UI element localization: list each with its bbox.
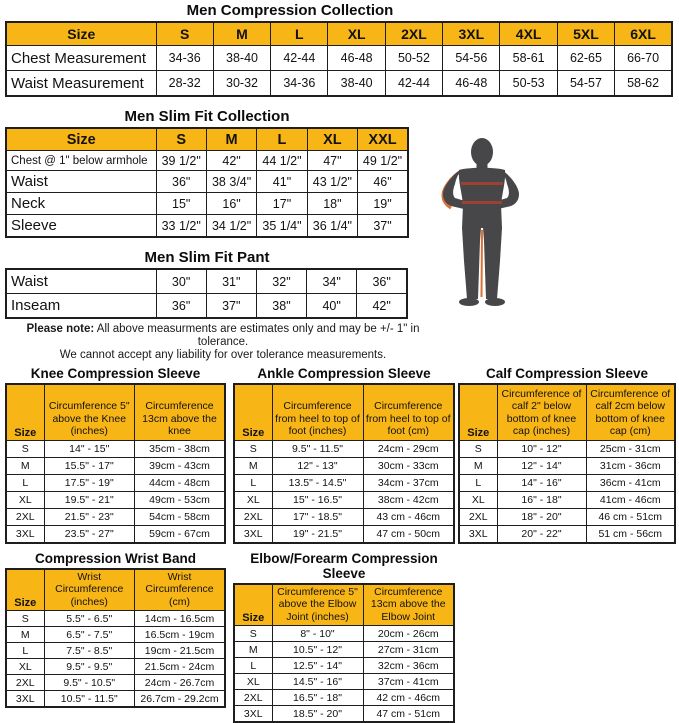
inches-cell: 10" - 12" [497, 440, 586, 457]
value-cell: 43 1/2" [307, 171, 357, 193]
tolerance-note [5, 323, 441, 362]
inches-cell: 21.5" - 23" [44, 508, 135, 525]
size-cell: 2XL [6, 675, 44, 691]
cm-cell: 20cm - 26cm [363, 626, 454, 642]
cm-cell: 16.5cm - 19cm [135, 627, 226, 643]
men-slim-fit-pant-body [6, 269, 407, 318]
inseam-measure-line [482, 230, 483, 297]
size-cell: XL [6, 659, 44, 675]
inches-cell: 17" - 18.5" [272, 508, 363, 525]
value-cell: 15" [156, 193, 206, 215]
table-row [6, 46, 672, 71]
knee-table [5, 383, 226, 544]
left-foot [459, 298, 479, 306]
men-slim-fit-title: Men Slim Fit Collection [5, 108, 409, 125]
table-row [459, 491, 675, 508]
inches-cell: 14" - 15" [44, 440, 135, 457]
cm-cell: 27cm - 31cm [363, 642, 454, 658]
value-cell: 54-56 [443, 46, 500, 71]
table-row [6, 691, 225, 708]
cm-cell: 37cm - 41cm [363, 674, 454, 690]
value-cell: 42-44 [271, 46, 328, 71]
inches-cell: 9.5" - 10.5" [44, 675, 135, 691]
table-row [234, 690, 454, 706]
inches-cell: 23.5" - 27" [44, 525, 135, 543]
inches-cell: 15.5" - 17" [44, 457, 135, 474]
size-cell: L [234, 474, 272, 491]
value-cell: 38-40 [328, 71, 385, 97]
value-cell: 42-44 [385, 71, 442, 97]
size-cell: L [6, 474, 44, 491]
size-column-header: Size [459, 384, 497, 440]
inches-column-header: Circumference 5" above the Knee (inches) [44, 384, 135, 440]
row-label: Chest Measurement [6, 46, 156, 71]
row-label: Sleeve [6, 215, 156, 238]
cm-cell: 44cm - 48cm [135, 474, 226, 491]
table-row [6, 440, 225, 457]
size-header-cell: S [156, 128, 206, 151]
calf-table [458, 383, 676, 544]
value-cell: 19" [358, 193, 408, 215]
please-note-label: Please note: [26, 323, 94, 335]
calf-table-section [458, 366, 676, 544]
calf-table-body [459, 440, 675, 543]
knee-table-body [6, 440, 225, 543]
inches-cell: 5.5" - 6.5" [44, 611, 135, 627]
wrist-table-title: Compression Wrist Band [5, 551, 226, 566]
row-label: Neck [6, 193, 156, 215]
size-column-header: Size [6, 384, 44, 440]
value-cell: 36" [156, 294, 206, 319]
table-row [234, 626, 454, 642]
cm-cell: 42 cm - 46cm [363, 690, 454, 706]
size-cell: S [6, 440, 44, 457]
header-row [234, 384, 454, 440]
cm-cell: 14cm - 16.5cm [135, 611, 226, 627]
value-cell: 40" [307, 294, 357, 319]
inches-column-header: Wrist Circumference (inches) [44, 569, 135, 611]
value-cell: 37" [358, 215, 408, 238]
cm-cell: 25cm - 31cm [586, 440, 675, 457]
table-row [6, 675, 225, 691]
inches-cell: 15" - 16.5" [272, 491, 363, 508]
table-row [6, 525, 225, 543]
value-cell: 66-70 [615, 46, 672, 71]
header-row [234, 584, 454, 626]
elbow-table [233, 583, 455, 723]
inches-cell: 10.5" - 12" [272, 642, 363, 658]
table-row [6, 269, 407, 294]
size-header-cell: XXL [358, 128, 408, 151]
elbow-table-title: Elbow/Forearm Compression Sleeve [233, 551, 455, 581]
table-row [234, 474, 454, 491]
value-cell: 42" [206, 151, 256, 171]
inches-cell: 12" - 14" [497, 457, 586, 474]
row-label: Waist [6, 171, 156, 193]
value-cell: 49 1/2" [358, 151, 408, 171]
table-row [6, 171, 408, 193]
inches-column-header: Circumference from heel to top of foot (inches) [272, 384, 363, 440]
table-row [6, 193, 408, 215]
size-header-cell: 2XL [385, 22, 442, 46]
value-cell: 37" [206, 294, 256, 319]
value-cell: 16" [206, 193, 256, 215]
inches-cell: 17.5" - 19" [44, 474, 135, 491]
size-cell: M [234, 457, 272, 474]
inches-cell: 7.5" - 8.5" [44, 643, 135, 659]
value-cell: 34 1/2" [206, 215, 256, 238]
right-foot [485, 298, 505, 306]
waist-measure-line [462, 201, 502, 204]
table-row [234, 525, 454, 543]
elbow-table-body [234, 626, 454, 723]
size-cell: S [459, 440, 497, 457]
elbow-table-section [233, 551, 455, 723]
table-row [6, 457, 225, 474]
value-cell: 41" [257, 171, 307, 193]
men-slim-fit-pant-title: Men Slim Fit Pant [5, 249, 409, 266]
cm-cell: 32cm - 36cm [363, 658, 454, 674]
cm-cell: 51 cm - 56cm [586, 525, 675, 543]
inches-cell: 8" - 10" [272, 626, 363, 642]
value-cell: 30-32 [213, 71, 270, 97]
inches-cell: 16.5" - 18" [272, 690, 363, 706]
row-label: Inseam [6, 294, 156, 319]
inches-cell: 19.5" - 21" [44, 491, 135, 508]
table-row [6, 215, 408, 238]
table-row [6, 643, 225, 659]
table-row [6, 611, 225, 627]
table-row [234, 642, 454, 658]
table-row [6, 491, 225, 508]
table-row [459, 440, 675, 457]
ankle-table-body [234, 440, 454, 543]
value-cell: 50-53 [500, 71, 557, 97]
inches-cell: 10.5" - 11.5" [44, 691, 135, 708]
size-cell: XL [234, 674, 272, 690]
table-row [6, 627, 225, 643]
value-cell: 36" [156, 171, 206, 193]
ankle-table [233, 383, 455, 544]
male-silhouette-icon [438, 131, 524, 313]
size-header-cell: XL [328, 22, 385, 46]
wrist-elbow-tables-row [5, 551, 679, 723]
cm-cell: 54cm - 58cm [135, 508, 226, 525]
table-row [459, 508, 675, 525]
size-cell: XL [234, 491, 272, 508]
value-cell: 34-36 [271, 71, 328, 97]
value-cell: 46-48 [328, 46, 385, 71]
table-row [6, 71, 672, 97]
header-row [6, 22, 672, 46]
size-column-header: Size [6, 128, 156, 151]
value-cell: 35 1/4" [257, 215, 307, 238]
size-column-header: Size [234, 584, 272, 626]
cm-column-header: Circumference 13cm above the Elbow Joint [363, 584, 454, 626]
cm-cell: 26.7cm - 29.2cm [135, 691, 226, 708]
size-cell: S [234, 440, 272, 457]
header-row [6, 569, 225, 611]
cm-cell: 39cm - 43cm [135, 457, 226, 474]
size-cell: M [6, 627, 44, 643]
table-row [234, 457, 454, 474]
knee-table-section [5, 366, 226, 544]
cm-cell: 24cm - 29cm [363, 440, 454, 457]
men-compression-body [6, 46, 672, 97]
size-cell: 3XL [6, 525, 44, 543]
value-cell: 34" [307, 269, 357, 294]
size-cell: 2XL [6, 508, 44, 525]
inches-cell: 12" - 13" [272, 457, 363, 474]
size-cell: 3XL [6, 691, 44, 708]
value-cell: 42" [357, 294, 407, 319]
cm-column-header: Circumference 13cm above the knee [135, 384, 226, 440]
size-header-cell: 3XL [443, 22, 500, 46]
cm-column-header: Circumference from heel to top of foot (cm) [363, 384, 454, 440]
size-cell: XL [6, 491, 44, 508]
wrist-table-section [5, 551, 226, 723]
size-header-cell: M [206, 128, 256, 151]
value-cell: 58-61 [500, 46, 557, 71]
inches-cell: 18.5" - 20" [272, 706, 363, 723]
value-cell: 46-48 [443, 71, 500, 97]
inches-cell: 19" - 21.5" [272, 525, 363, 543]
cm-column-header: Wrist Circumference (cm) [135, 569, 226, 611]
inches-cell: 14" - 16" [497, 474, 586, 491]
cm-cell: 41cm - 46cm [586, 491, 675, 508]
table-row [459, 457, 675, 474]
value-cell: 62-65 [557, 46, 614, 71]
right-leg [483, 228, 502, 299]
table-row [6, 151, 408, 171]
table-row [6, 474, 225, 491]
size-cell: 3XL [459, 525, 497, 543]
men-slim-fit-body [6, 151, 408, 238]
cm-column-header: Circumference of calf 2cm below bottom of knee cap (cm) [586, 384, 675, 440]
inches-column-header: Circumference 5" above the Elbow Joint (inches) [272, 584, 363, 626]
ankle-table-section [233, 366, 455, 544]
cm-cell: 19cm - 21.5cm [135, 643, 226, 659]
size-header-cell: S [156, 22, 213, 46]
size-cell: M [234, 642, 272, 658]
cm-cell: 43 cm - 46cm [363, 508, 454, 525]
value-cell: 38" [256, 294, 306, 319]
ankle-table-title: Ankle Compression Sleeve [233, 366, 455, 381]
cm-cell: 47 cm - 50cm [363, 525, 454, 543]
table-row [459, 525, 675, 543]
size-cell: 2XL [459, 508, 497, 525]
male-figure-illustration [438, 131, 524, 313]
calf-table-title: Calf Compression Sleeve [458, 366, 676, 381]
size-cell: S [6, 611, 44, 627]
value-cell: 31" [206, 269, 256, 294]
value-cell: 44 1/2" [257, 151, 307, 171]
value-cell: 32" [256, 269, 306, 294]
table-row [234, 658, 454, 674]
cm-cell: 49cm - 53cm [135, 491, 226, 508]
table-row [6, 508, 225, 525]
men-compression-title: Men Compression Collection [5, 2, 575, 19]
torso [459, 168, 505, 228]
knee-table-title: Knee Compression Sleeve [5, 366, 226, 381]
table-row [234, 706, 454, 723]
table-row [234, 674, 454, 690]
size-column-header: Size [6, 22, 156, 46]
inches-column-header: Circumference of calf 2" below bottom of knee cap (inches) [497, 384, 586, 440]
table-row [234, 440, 454, 457]
wrist-table [5, 568, 226, 709]
cm-cell: 47 cm - 51cm [363, 706, 454, 723]
men-slim-fit-pant-table [5, 268, 408, 319]
size-header-cell: 4XL [500, 22, 557, 46]
chest-measure-line [461, 182, 503, 185]
size-header-cell: 6XL [615, 22, 672, 46]
row-label: Chest @ 1" below armhole [6, 151, 156, 171]
wrist-table-body [6, 611, 225, 708]
inches-cell: 20" - 22" [497, 525, 586, 543]
size-column-header: Size [6, 569, 44, 611]
size-header-cell: XL [307, 128, 357, 151]
size-cell: M [6, 457, 44, 474]
inches-cell: 9.5" - 9.5" [44, 659, 135, 675]
size-cell: L [234, 658, 272, 674]
inches-cell: 9.5" - 11.5" [272, 440, 363, 457]
men-slim-fit-table [5, 127, 409, 238]
value-cell: 58-62 [615, 71, 672, 97]
header-row [459, 384, 675, 440]
row-label: Waist Measurement [6, 71, 156, 97]
cm-cell: 38cm - 42cm [363, 491, 454, 508]
cm-cell: 46 cm - 51cm [586, 508, 675, 525]
table-row [6, 659, 225, 675]
cm-cell: 30cm - 33cm [363, 457, 454, 474]
value-cell: 54-57 [557, 71, 614, 97]
cm-cell: 31cm - 36cm [586, 457, 675, 474]
value-cell: 28-32 [156, 71, 213, 97]
size-cell: L [6, 643, 44, 659]
inches-cell: 6.5" - 7.5" [44, 627, 135, 643]
size-cell: XL [459, 491, 497, 508]
size-header-cell: L [271, 22, 328, 46]
inches-cell: 13.5" - 14.5" [272, 474, 363, 491]
size-header-cell: L [257, 128, 307, 151]
value-cell: 36 1/4" [307, 215, 357, 238]
cm-cell: 21.5cm - 24cm [135, 659, 226, 675]
inches-cell: 14.5" - 16" [272, 674, 363, 690]
value-cell: 38-40 [213, 46, 270, 71]
size-cell: S [234, 626, 272, 642]
value-cell: 33 1/2" [156, 215, 206, 238]
value-cell: 50-52 [385, 46, 442, 71]
size-cell: 3XL [234, 706, 272, 723]
value-cell: 46" [358, 171, 408, 193]
size-cell: 2XL [234, 508, 272, 525]
left-leg [462, 228, 481, 299]
cm-cell: 59cm - 67cm [135, 525, 226, 543]
note-text: All above measurments are estimates only and may be +/- 1" in tolerance. [94, 323, 419, 348]
inches-cell: 18" - 20" [497, 508, 586, 525]
sleeve-tables-row [5, 366, 679, 544]
table-row [234, 491, 454, 508]
value-cell: 39 1/2" [156, 151, 206, 171]
size-header-cell: M [213, 22, 270, 46]
table-row [234, 508, 454, 525]
size-cell: L [459, 474, 497, 491]
value-cell: 47" [307, 151, 357, 171]
row-label: Waist [6, 269, 156, 294]
tolerance-note-line1 [5, 323, 441, 349]
value-cell: 17" [257, 193, 307, 215]
cm-cell: 24cm - 26.7cm [135, 675, 226, 691]
size-cell: 3XL [234, 525, 272, 543]
cm-cell: 34cm - 37cm [363, 474, 454, 491]
value-cell: 34-36 [156, 46, 213, 71]
value-cell: 30" [156, 269, 206, 294]
cm-cell: 36cm - 41cm [586, 474, 675, 491]
inches-cell: 12.5" - 14" [272, 658, 363, 674]
head [471, 138, 493, 166]
men-compression-table [5, 21, 673, 97]
value-cell: 36" [357, 269, 407, 294]
value-cell: 18" [307, 193, 357, 215]
value-cell: 38 3/4" [206, 171, 256, 193]
size-cell: 2XL [234, 690, 272, 706]
cm-cell: 35cm - 38cm [135, 440, 226, 457]
size-cell: M [459, 457, 497, 474]
tolerance-note-line2: We cannot accept any liability for over tolerance measurements. [5, 349, 441, 362]
size-header-cell: 5XL [557, 22, 614, 46]
inches-cell: 16" - 18" [497, 491, 586, 508]
header-row [6, 128, 408, 151]
header-row [6, 384, 225, 440]
size-column-header: Size [234, 384, 272, 440]
table-row [459, 474, 675, 491]
table-row [6, 294, 407, 319]
